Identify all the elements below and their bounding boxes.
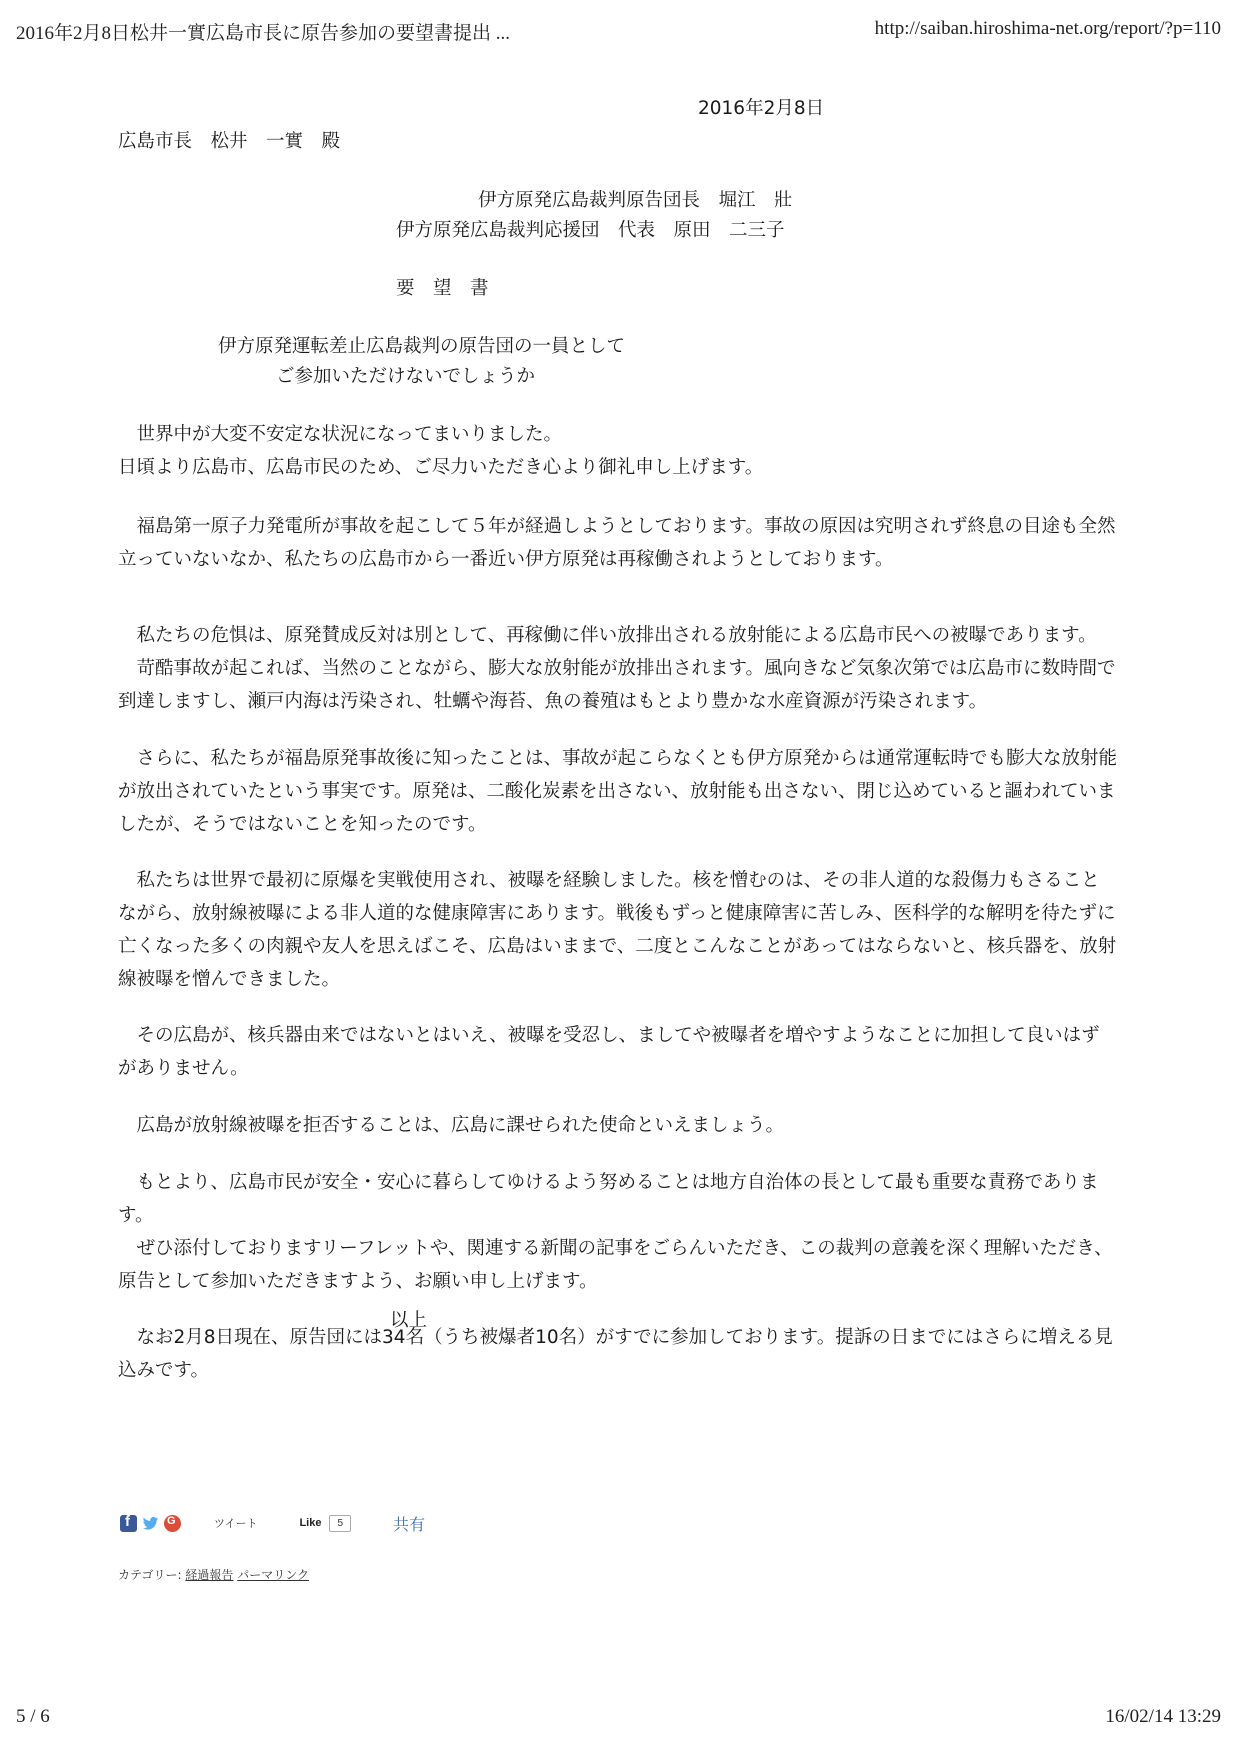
paragraph-text: 私たちは世界で最初に原爆を実戦使用され、被曝を経験しました。核を憎むのは、その非人道的な殺傷力もさることながら、放射線被曝による非人道的な健康障害にあります。戦後もずっと健康障害に苦しみ、医科学的な解明を待たずに亡くなった多くの肉親や友人を思えばこそ、広島はいままで、二度とこんなことがあってはならないと、核兵器を、放射線被曝を憎んできました。 [118,870,1117,990]
print-header [16,18,1221,46]
paragraph-text: さらに、私たちが福島原発事故後に知ったことは、事故が起こらなくとも伊方原発からは通常運転時でも膨大な放射能が放出されていたという事実です。原発は、二酸化炭素を出さない、放射能も出さない、閉じ込めていると謳われていましたが、そうではないことを知ったのです。 [118,748,1118,835]
print-header-title: 2016年2月8日松井一實広島市長に原告参加の要望書提出 ... [16,23,511,44]
google-plus-icon[interactable] [164,1515,181,1532]
paragraph-text: もとより、広島市民が安全・安心に暮らしてゆけるよう努めることは地方自治体の長として最も重要な責務であります。 [118,1172,1099,1226]
paragraph-greeting [118,418,1118,484]
paragraph-request [118,1166,1118,1298]
share-link[interactable]: 共有 [393,1514,426,1534]
letter-subject-line-2: ご参加いただけないでしょうか [276,366,536,387]
paragraph-text: ぜひ添付しておりますリーフレットや、関連する新聞の記事をごらんいただき、この裁判の意義を深く理解いただき、原告として参加いただきますよう、お願い申し上げます。 [118,1238,1113,1292]
letter-sender-plaintiff-leader: 伊方原発広島裁判原告団長 堀江 壯 [478,190,793,211]
paragraph-text: 福島第一原子力発電所が事故を起こして５年が経過しようとしております。事故の原因は究明されず終息の目途も全然立っていないなか、私たちの広島市から一番近い伊方原発は再稼働されようとしております。 [118,516,1116,570]
page-number: 5 / 6 [16,1706,50,1727]
paragraph-text: 広島が放射線被曝を拒否することは、広島に課せられた使命といえましょう。 [136,1115,785,1136]
paragraph-atomic-bomb [118,864,1118,996]
letter-addressee: 広島市長 松井 一實 殿 [118,131,341,152]
paragraph-normal-operation [118,742,1118,841]
post-meta [118,1566,309,1583]
print-header-url: http://saiban.hiroshima-net.org/report/?p=110 [874,18,1221,39]
print-footer [16,1706,1221,1732]
paragraph-mission [118,1109,1118,1142]
letter-date: 2016年2月8日 [698,98,825,119]
category-label: カテゴリー: [118,1568,182,1582]
permalink-link[interactable]: パーマリンク [237,1568,310,1582]
print-datetime: 16/02/14 13:29 [1105,1706,1221,1727]
like-count: 5 [329,1515,351,1532]
paragraph-text: 日頃より広島市、広島市民のため、ご尽力いただき心より御礼申し上げます。 [118,457,764,478]
category-link[interactable]: 経過報告 [185,1568,234,1582]
paragraph-text: なお2月8日現在、原告団には34名（うち被爆者10名）がすでに参加しております。提訴の日までにはさらに増える見込みです。 [118,1327,1113,1381]
paragraph-text: その広島が、核兵器由来ではないとはいえ、被曝を受忍し、ましてや被曝者を増やすようなことに加担して良いはずがありません。 [118,1025,1100,1079]
paragraph-status [118,1321,1118,1387]
facebook-icon[interactable] [120,1515,137,1532]
like-button[interactable]: Like [299,1517,322,1529]
letter-closing: 以上 [390,1310,428,1331]
paragraph-hiroshima [118,1019,1118,1085]
tweet-button[interactable]: ツイート [214,1517,258,1530]
twitter-icon[interactable] [142,1515,159,1532]
paragraph-concern [118,619,1118,718]
letter-title: 要 望 書 [396,278,489,299]
paragraph-text: 私たちの危惧は、原発賛成反対は別として、再稼働に伴い放排出される放射能による広島市民への被曝であります。 [136,625,1097,646]
paragraph-fukushima [118,510,1118,576]
letter-subject-line-1: 伊方原発運転差止広島裁判の原告団の一員として [218,336,626,357]
letter-body [118,418,1118,1387]
share-bar [120,1510,425,1536]
paragraph-text: 世界中が大変不安定な状況になってまいりました。 [136,424,563,445]
letter-sender-support-group: 伊方原発広島裁判応援団 代表 原田 二三子 [396,220,785,241]
paragraph-text: 苛酷事故が起これば、当然のことながら、膨大な放射能が放排出されます。風向きなど気象次第では広島市に数時間で到達しますし、瀬戸内海は汚染され、牡蠣や海苔、魚の養殖はもとより豊かな水産資源が汚染されます。 [118,658,1116,712]
